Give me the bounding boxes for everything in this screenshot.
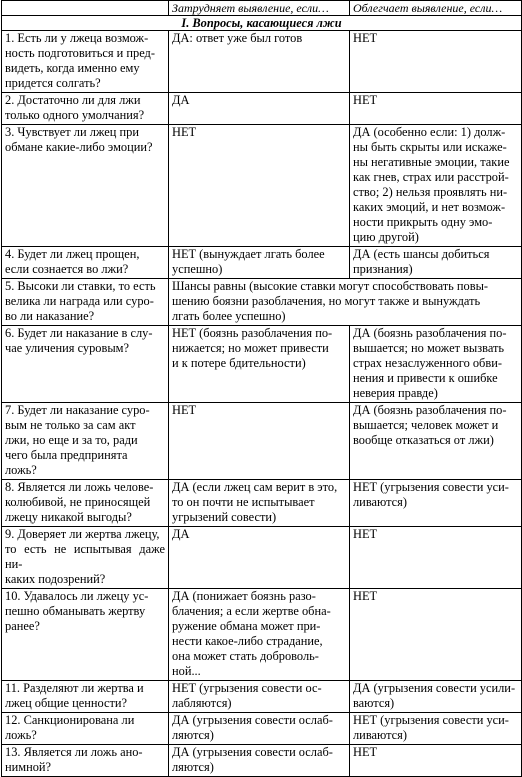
eases-cell: ДА (боязнь разоблачения по- вышается; но может вызвать страх незаслуженного обви- нения и привести к ошибке неверия правде) xyxy=(350,326,522,403)
header-hinders: Затрудняет выявление, если… xyxy=(169,1,350,16)
question-cell: 12. Санкционирована ли ложь? xyxy=(2,713,169,745)
hinders-cell: ДА (угрызения совести ослаб- ляются) xyxy=(169,745,350,777)
header-eases: Облегчает выявление, если… xyxy=(350,1,522,16)
eases-cell: НЕТ xyxy=(350,745,522,777)
eases-cell: НЕТ (угрызения совести уси- ливаются) xyxy=(350,480,522,527)
table-row xyxy=(2,279,522,326)
question-cell: 3. Чувствует ли лжец при обмане какие-либо эмоции? xyxy=(2,125,169,247)
eases-cell: НЕТ xyxy=(350,93,522,125)
merged-answer-cell: Шансы равны (высокие ставки могут способствовать повы- шению боязни разоблачения, но могут также и вынуждать лгать более успешно) xyxy=(169,279,522,326)
eases-cell: ДА (особенно если: 1) долж- ны быть скрыты или искаже- ны негативные эмоции, такие как гнев, страх или расстрой- ство; 2) нельзя проявлять ни- каких эмоций, и нет возмож- ности прикрыть одну эмо- цию другой) xyxy=(350,125,522,247)
table-row xyxy=(2,326,522,403)
question-cell: 8. Является ли ложь челове- колюбивой, не приносящей лжецу никакой выгоды? xyxy=(2,480,169,527)
question-cell: 7. Будет ли наказание суро- вым не только за сам акт лжи, но еще и за то, ради чего была предпринята ложь? xyxy=(2,403,169,480)
table-row xyxy=(2,527,522,589)
hinders-cell: ДА (угрызения совести ослаб- ляются) xyxy=(169,713,350,745)
eases-cell: НЕТ xyxy=(350,31,522,93)
question-cell: 6. Будет ли наказание в слу- чае уличения суровым? xyxy=(2,326,169,403)
table-row xyxy=(2,713,522,745)
table-row xyxy=(2,403,522,480)
table-row xyxy=(2,31,522,93)
table-row xyxy=(2,480,522,527)
question-cell: 11. Разделяют ли жертва и лжец общие ценности? xyxy=(2,681,169,713)
question-cell: 5. Высоки ли ставки, то есть велика ли награда или суро- во ли наказание? xyxy=(2,279,169,326)
eases-cell: НЕТ xyxy=(350,589,522,681)
hinders-cell: ДА xyxy=(169,527,350,589)
question-cell: 4. Будет ли лжец прощен, если сознается во лжи? xyxy=(2,247,169,279)
question-cell: 10. Удавалось ли лжецу ус- пешно обманывать жертву ранее? xyxy=(2,589,169,681)
hinders-cell: НЕТ (вынуждает лгать более успешно) xyxy=(169,247,350,279)
hinders-cell: НЕТ (угрызения совести ос- лабляются) xyxy=(169,681,350,713)
question-cell: 13. Является ли ложь ано- нимной? xyxy=(2,745,169,777)
table-row xyxy=(2,247,522,279)
hinders-cell: ДА: ответ уже был готов xyxy=(169,31,350,93)
section-title: I. Вопросы, касающиеся лжи xyxy=(2,16,522,31)
eases-cell: ДА (боязнь разоблачения по- вышается; человек может и вообще отказаться от лжи) xyxy=(350,403,522,480)
table-row xyxy=(2,589,522,681)
header-question xyxy=(2,1,169,16)
table-row xyxy=(2,93,522,125)
hinders-cell: ДА (понижает боязнь разо- блачения; а если жертве обна- ружение обмана может при- нести какое-либо страдание, она может стать доброволь- ной... xyxy=(169,589,350,681)
section-row xyxy=(2,16,522,31)
question-cell: 9. Доверяет ли жертва лжецу, то есть не испытывая даже ни- каких подозрений? xyxy=(2,527,169,589)
eases-cell: НЕТ xyxy=(350,527,522,589)
eases-cell: НЕТ (угрызения совести уси- ливаются) xyxy=(350,713,522,745)
question-cell: 2. Достаточно ли для лжи только одного умолчания? xyxy=(2,93,169,125)
hinders-cell: НЕТ xyxy=(169,125,350,247)
table-row xyxy=(2,681,522,713)
eases-cell: ДА (есть шансы добиться признания) xyxy=(350,247,522,279)
hinders-cell: НЕТ (боязнь разоблачения по- нижается; но может привести и к потере бдительности) xyxy=(169,326,350,403)
table-row xyxy=(2,125,522,247)
hinders-cell: ДА xyxy=(169,93,350,125)
hinders-cell: ДА (если лжец сам верит в это, то он почти не испытывает угрызений совести) xyxy=(169,480,350,527)
hinders-cell: НЕТ xyxy=(169,403,350,480)
table-row xyxy=(2,745,522,777)
lie-detection-table xyxy=(1,0,522,777)
header-row xyxy=(2,1,522,16)
eases-cell: ДА (угрызения совести усили- ваются) xyxy=(350,681,522,713)
question-cell: 1. Есть ли у лжеца возмож- ность подготовиться и пред- видеть, когда именно ему придется солгать? xyxy=(2,31,169,93)
